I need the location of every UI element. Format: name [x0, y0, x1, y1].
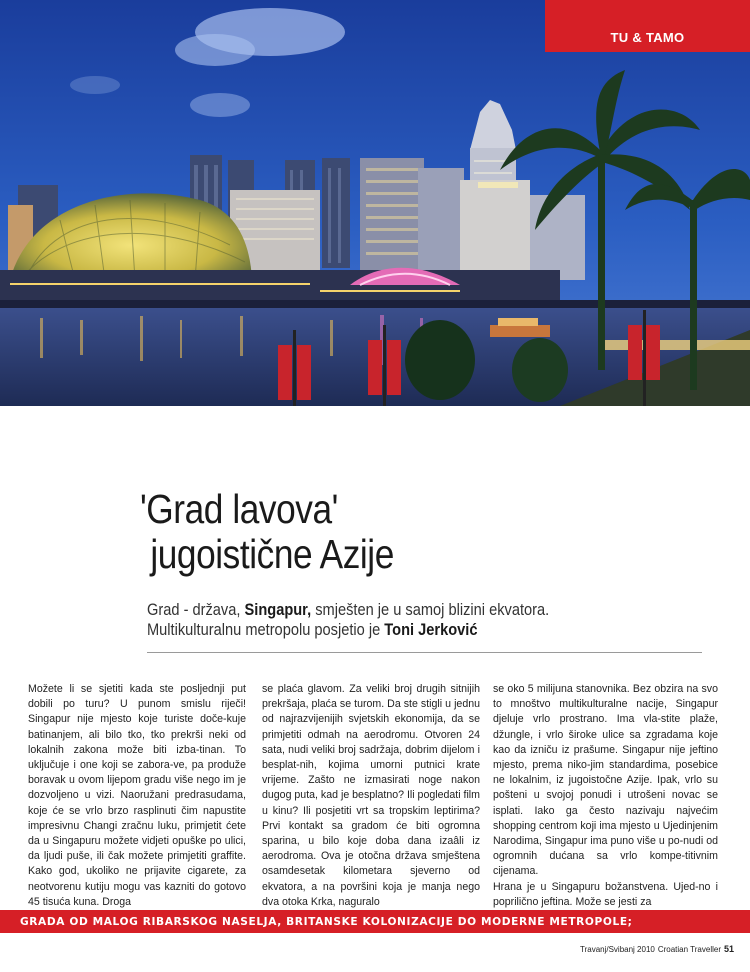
- deck-part-1: Grad - država,: [147, 600, 241, 619]
- folio-magazine: Croatian Traveller: [657, 945, 721, 954]
- headline-line-2: jugoistične Azije: [150, 531, 394, 577]
- column-1-text: Možete li se sjetiti kada ste posljednji put dobili po turu? U punom smislu riječi! Singapur nije mjesto koje turiste doče-kuje batinanjem, ali bilo tko, tko prekrši neki od lokalnih zakona može biti izba-tinan. To uključuje i one koji se zabora-ve, pa produže boravak u ovom lijepom gradu više nego im je dozvoljeno u vizi. Naoružani predrasudama, koje će se vrlo brzo rasplinuti čim napustite impresivnu Changi zračnu luku, primjetit ćete da u Singapuru možete vidjeti opuške po ulici, da ljudi puše, ili čak možete primjetiti graffite. Kako god, ukoliko ne prijavite cigarete, za neotvorenu kutiju mogu vas kazniti do gotovo 45 tisuća kuna. Droga: [28, 683, 246, 908]
- column-3-text-cont: Hrana je u Singapuru božanstvena. Ujed-no i poprilično jeftina. Može se jesti za: [493, 880, 718, 908]
- column-3-text: se oko 5 milijuna stanovnika. Bez obzira na svo to mnoštvo multikulturalne nacije, Singapur djeluje vrlo prostrano. Ima vla-stite plaže, džungle, i vrlo široke ulice sa zgradama koje kao da izniču iz prašume. Singapur nije jeftino mjesto, prema niko-jim standardima, posebice ne lokalnim, iz jugoistočne Azije. Ipak, vrlo su pošteni u svojoj ponudi i utrošeni novac se isplati. Iako ga često nazivaju najvećim shopping centrom koji ima mjesto u Ujedinjenim Narodima, Singapur ima puno više u po-nudi od ogromnih dućana sa vrlo kompe-titivnim cijenama.: [493, 683, 718, 878]
- text-column-2: [262, 682, 480, 910]
- bottom-banner: GRADA OD MALOG RIBARSKOG NASELJA, BRITANSKE KOLONIZACIJE DO MODERNE METROPOLE;: [0, 910, 750, 933]
- deck-part-3: Multikulturalnu metropolu posjetio je: [147, 620, 381, 639]
- article-headline: [140, 487, 622, 577]
- deck-divider: [147, 652, 702, 653]
- deck-part-2: smješten je u samoj blizini ekvatora.: [315, 600, 550, 619]
- hero-photo: [0, 0, 750, 406]
- folio-issue: Travanj/Svibanj 2010: [579, 945, 655, 954]
- deck-author: Toni Jerković: [384, 620, 478, 639]
- singapore-skyline-illustration: [0, 0, 750, 406]
- page-folio: [580, 944, 734, 954]
- column-2-text: se plaća glavom. Za veliki broj drugih sitnijih prekršaja, plaća se turom. Da ste stigli u jednu od najrazvijenijih svjetskih ekonomija, da se primjetiti odmah na aerodromu. Otvoren 24 sata, nudi veliki broj sadržaja, dobrim dijelom i besplat-nih, kojima umorni putnici krate vrijeme. Zašto ne izmasirati noge nakon dugog puta, kad je besplatno? Ili pogledati film u kinu? Ili posjetiti vrt sa tropskim leptirima? Prvi kontakt sa gradom će biti ogromna sparina, u bilo koje doba dana izaâli iz aerodroma. Ova je otočna država smještena osamdesetak kilometara sjeverno od ekvatora, a na površini koja je manja nego dva otoka Krka, naguralo: [262, 683, 480, 908]
- headline-line-1: 'Grad lavova': [140, 486, 338, 532]
- page-number: 51: [723, 944, 734, 954]
- article-deck: [147, 600, 697, 640]
- deck-highlight-singapur: Singapur,: [244, 600, 312, 619]
- section-tab: TU & TAMO: [545, 0, 750, 52]
- text-column-1: [28, 682, 246, 910]
- text-column-3: [493, 682, 718, 910]
